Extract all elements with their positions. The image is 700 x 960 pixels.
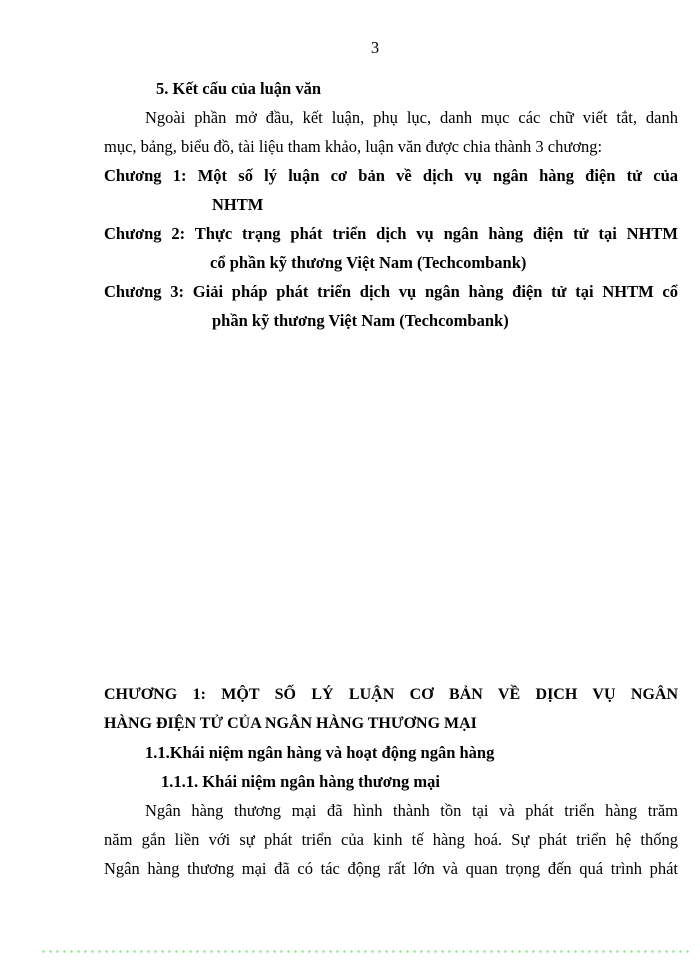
intro-paragraph-line-1: Ngoài phần mở đầu, kết luận, phụ lục, danh mục các chữ viết tắt, danh [145,108,678,127]
section-1-1-1-heading: 1.1.1. Khái niệm ngân hàng thương mại [161,772,440,791]
body-paragraph-line-3: Ngân hàng thương mại đã có tác động rất lớn và quan trọng đến quá trình phát [104,859,678,878]
chapter-1-content-section [104,680,678,883]
body-paragraph-line-2: năm gắn liền với sự phát triển của kinh tế hàng hoá. Sự phát triển hệ thống [104,830,678,849]
chapter-1-entry-line-1: Chương 1: Một số lý luận cơ bản về dịch vụ ngân hàng điện tử của [104,166,678,185]
chapter-1-title-line-1: CHƯƠNG 1: MỘT SỐ LÝ LUẬN CƠ BẢN VỀ DỊCH VỤ NGÂN [104,686,678,703]
intro-paragraph-line-2: mục, bảng, biểu đồ, tài liệu tham khảo, luận văn được chia thành 3 chương: [104,137,603,156]
chapter-3-entry-line-2: phần kỹ thương Việt Nam (Techcombank) [212,311,509,330]
section-1-1-heading: 1.1.Khái niệm ngân hàng và hoạt động ngân hàng [145,743,495,762]
section-5-heading: 5. Kết cấu của luận văn [156,79,322,98]
chapter-1-title-line-2: HÀNG ĐIỆN TỬ CỦA NGÂN HÀNG THƯƠNG MẠI [104,715,477,732]
page-break-dotted-line [42,950,692,953]
chapter-3-entry-line-1: Chương 3: Giải pháp phát triển dịch vụ ngân hàng điện tử tại NHTM cổ [104,282,678,301]
chapter-1-entry-line-2: NHTM [212,195,264,214]
chapter-2-entry-line-2: cổ phần kỹ thương Việt Nam (Techcombank) [210,253,527,272]
thesis-structure-section [104,74,678,335]
body-paragraph-line-1: Ngân hàng thương mại đã hình thành tồn tại và phát triển hàng trăm [145,801,678,820]
chapter-2-entry-line-1: Chương 2: Thực trạng phát triển dịch vụ ngân hàng điện tử tại NHTM [104,224,678,243]
page-number: 3 [370,38,380,57]
